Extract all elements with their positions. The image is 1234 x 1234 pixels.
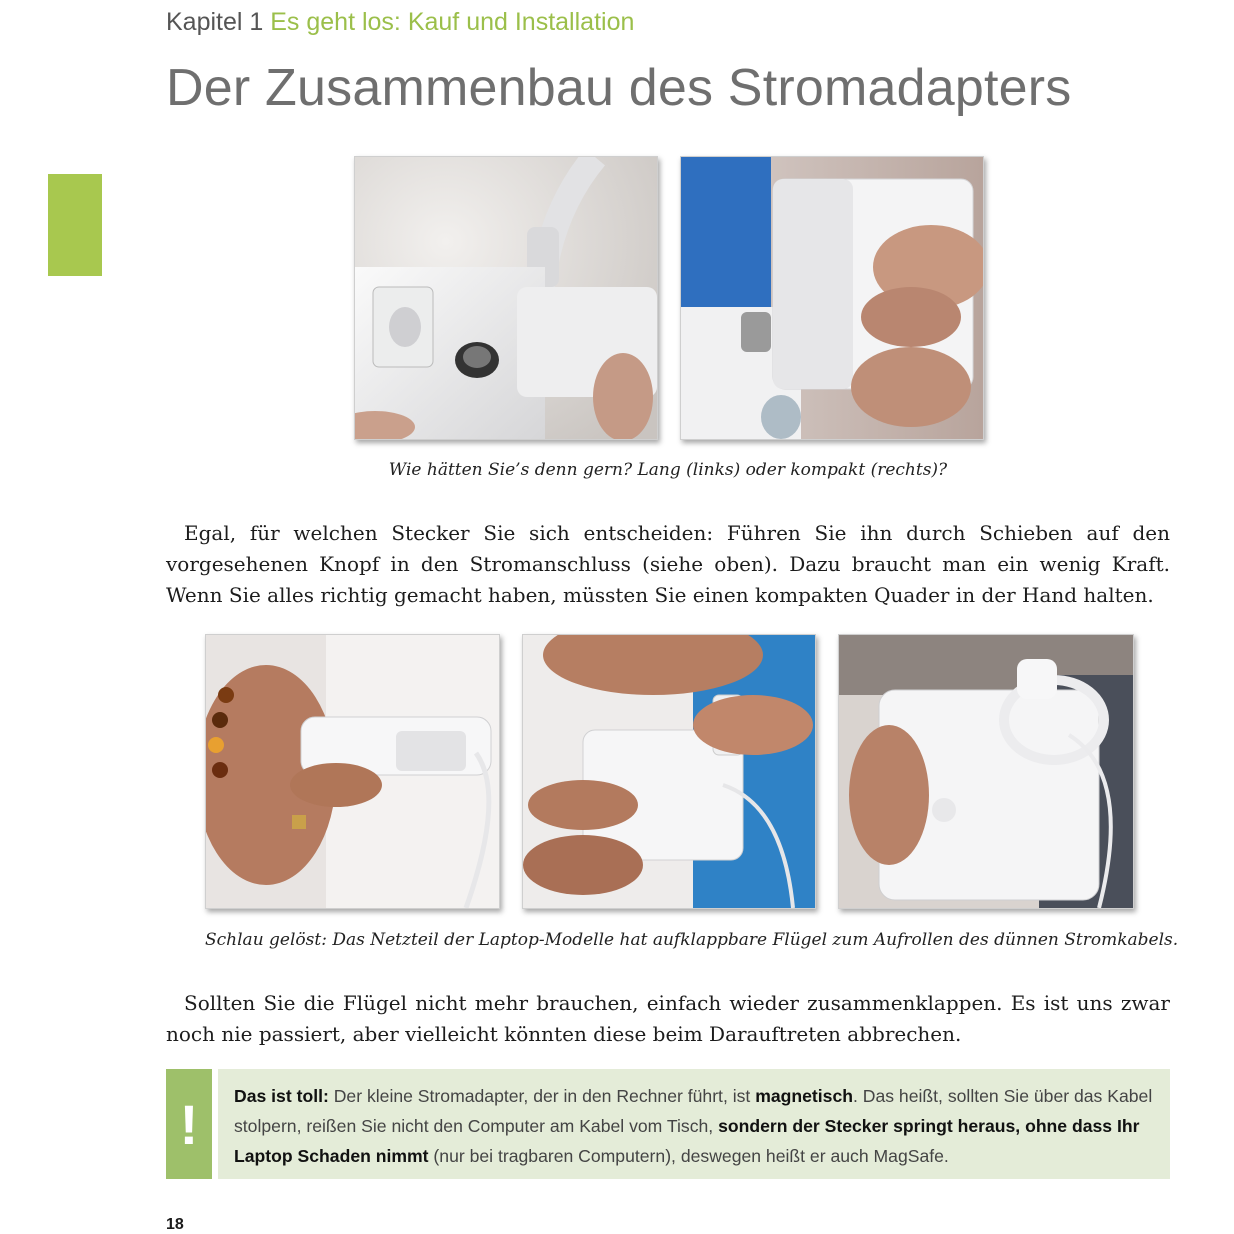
- tip-text-2: . Das heißt, sollten Sie über das Kabel stolpern, reißen Sie nicht den Computer am Kabel vom Tisch,: [234, 1086, 1153, 1136]
- figure1-caption: Wie hätten Sie’s denn gern? Lang (links) oder kompakt (rechts)?: [388, 460, 948, 480]
- figure2-caption: Schlau gelöst: Das Netzteil der Laptop-Modelle hat aufklappbare Flügel zum Aufrollen des dünnen Stromkabels.: [205, 930, 1179, 950]
- tip-text: [218, 1069, 1170, 1179]
- chapter-label: Kapitel 1: [166, 8, 264, 36]
- body-paragraph-2: [166, 988, 1170, 1050]
- body-paragraph-1: [166, 518, 1170, 611]
- photo-adapter-wings-open: [522, 634, 816, 909]
- page-title: Der Zusammenbau des Stromadapters: [166, 59, 1072, 117]
- paragraph-1-text: Egal, für welchen Stecker Sie sich entscheiden: Führen Sie ihn durch Schieben auf den vorgesehenen Knopf in den Stromanschluss (siehe oben). Dazu braucht man ein wenig Kraft. Wenn Sie alles richtig gemacht haben, müssten Sie einen kompakten Quader in der Hand halten.: [166, 521, 1170, 607]
- tip-bold-1: magnetisch: [755, 1086, 853, 1106]
- photo-adapter-cable-wound: [838, 634, 1134, 909]
- exclamation-icon: !: [166, 1069, 212, 1179]
- chapter-side-tab: [48, 174, 102, 276]
- paragraph-2-text: Sollten Sie die Flügel nicht mehr brauchen, einfach wieder zusammenklappen. Es ist uns zwar noch nie passiert, aber vielleicht könnten diese beim Darauftreten abbrechen.: [166, 991, 1170, 1046]
- chapter-title: Es geht los: Kauf und Installation: [270, 8, 635, 36]
- tip-text-3: (nur bei tragbaren Computern), deswegen heißt er auch MagSafe.: [428, 1146, 949, 1166]
- photo-compact-adapter: [680, 156, 984, 440]
- tip-text-1: Der kleine Stromadapter, der in den Rechner führt, ist: [328, 1086, 756, 1106]
- page-number: 18: [166, 1216, 184, 1233]
- photo-adapter-in-hand: [205, 634, 500, 909]
- photo-long-adapter: [354, 156, 658, 440]
- tip-bold-2: sondern der Stecker springt heraus, ohne dass Ihr Laptop Schaden nimmt: [234, 1116, 1140, 1166]
- chapter-header: [166, 8, 634, 37]
- tip-lead: Das ist toll:: [234, 1086, 329, 1106]
- tip-box: [166, 1069, 1170, 1179]
